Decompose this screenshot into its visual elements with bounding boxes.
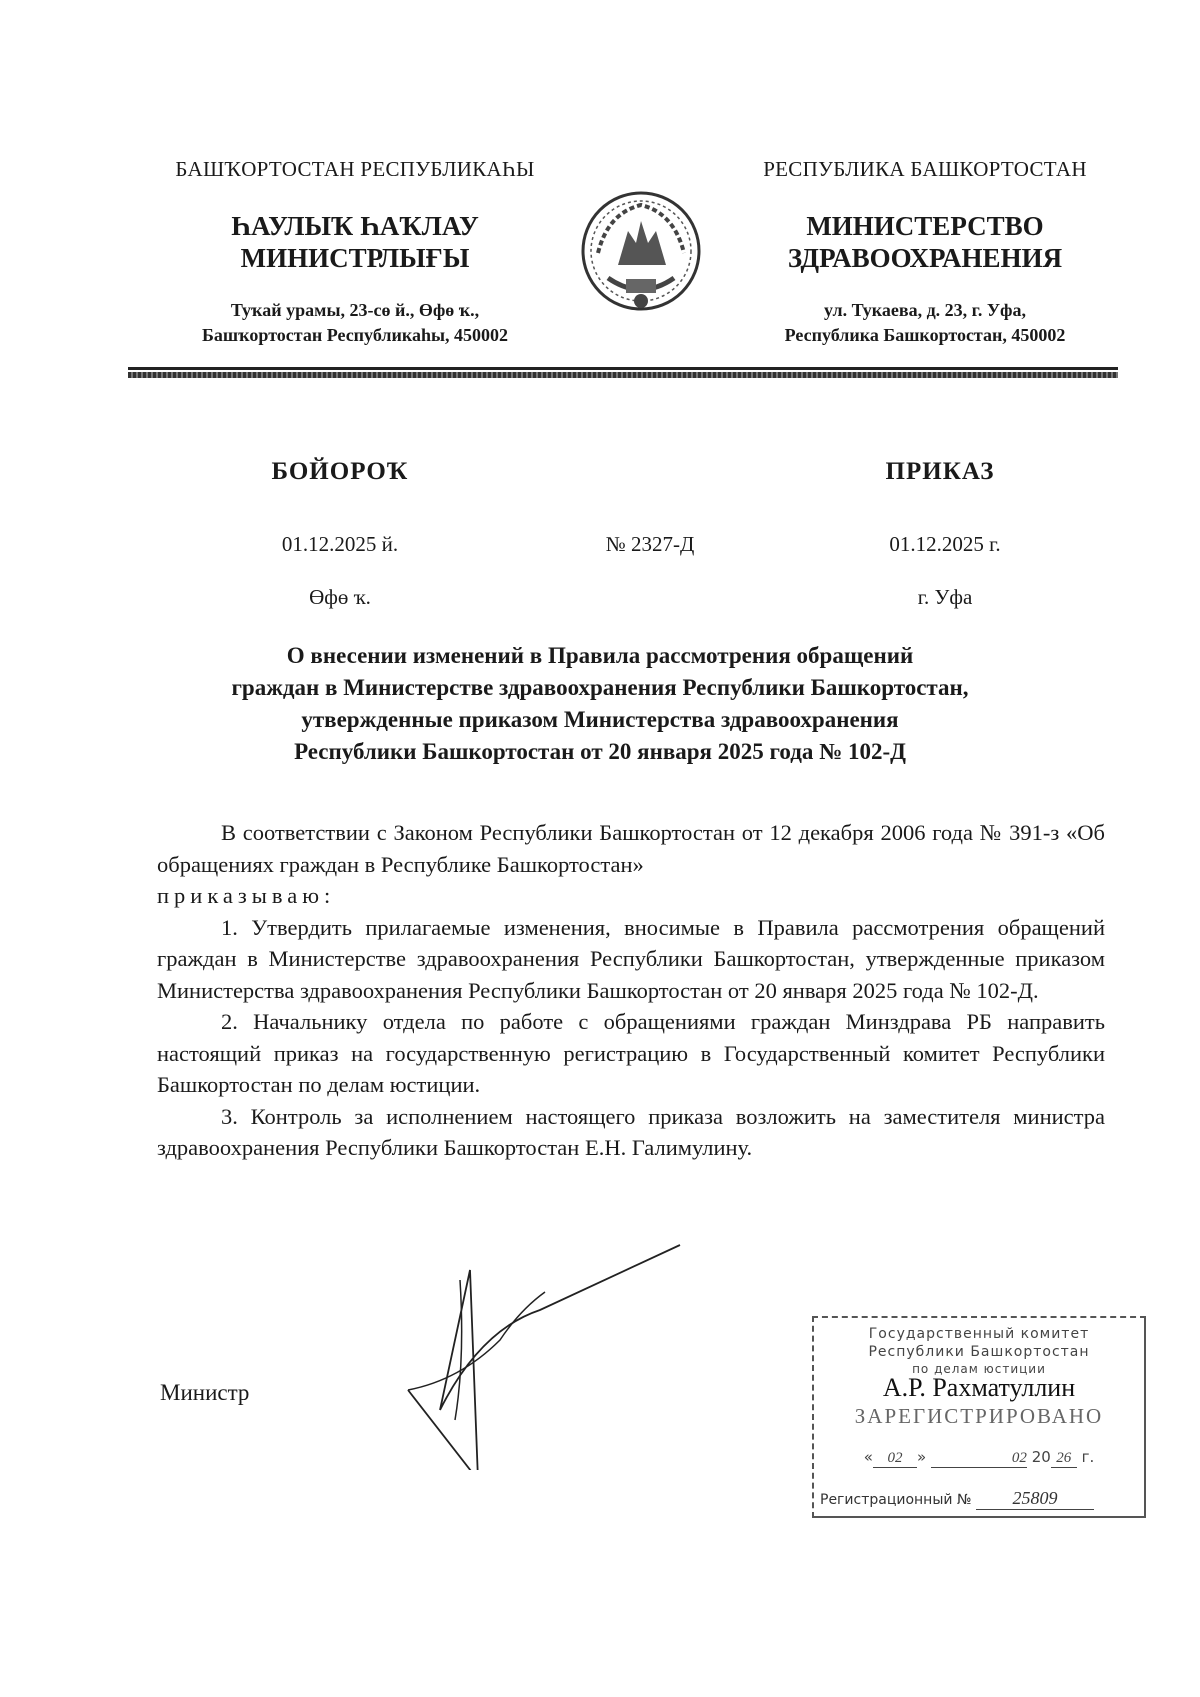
item-3: 3. Контроль за исполнением настоящего приказа возложить на заместителя министра здравоохранения Республики Башкортостан Е.Н. Галимулину.	[157, 1103, 1105, 1160]
city-russian: г. Уфа	[917, 585, 973, 609]
header-divider-thick	[128, 372, 1118, 378]
signatory-position: Министр	[160, 1380, 250, 1405]
header-right-address	[700, 298, 1150, 348]
header-right-ministry-line2: ЗДРАВООХРАНЕНИЯ	[787, 243, 1063, 273]
stamp-date-year-suffix: г.	[1081, 1448, 1095, 1466]
date-russian: 01.12.2025 г.	[889, 532, 1001, 556]
header-left-address-line2: Башҡортостан Республикаһы, 450002	[201, 325, 509, 345]
header-left-republic: БАШҠОРТОСТАН РЕСПУБЛИКАҺЫ	[175, 157, 535, 181]
stamp-reg-number: 25809	[976, 1488, 1094, 1510]
stamp-date-day: 02	[873, 1450, 917, 1468]
signatory-name: А.Р. Рахматуллин	[882, 1373, 1076, 1402]
item-2: 2. Начальнику отдела по работе с обращениями граждан Минздрава РБ направить настоящий приказ на государственную регистрацию в Государственный комитет Республики Башкортостан по делам юстиции.	[157, 1009, 1105, 1097]
document-title	[150, 640, 1050, 768]
title-line1: О внесении изменений в Правила рассмотрения обращений	[286, 643, 914, 668]
document-body	[157, 817, 1105, 1164]
item-1: 1. Утвердить прилагаемые изменения, вносимые в Правила рассмотрения обращений граждан в Министерстве здравоохранения Республики Башкортостан, утвержденные приказом Министерства здравоохранения Республики Башкортостан от 20 января 2025 года № 102-Д.	[157, 914, 1105, 1003]
date-bashkir: 01.12.2025 й.	[281, 532, 399, 556]
title-line4: Республики Башкортостан от 20 января 2025 года № 102-Д	[294, 739, 906, 764]
stamp-line2: Республики Башкортостан	[868, 1344, 1090, 1360]
stamp-date-month: 02	[931, 1450, 1027, 1468]
handwritten-signature	[400, 1240, 700, 1470]
preamble: В соответствии с Законом Республики Башкортостан от 12 декабря 2006 года № 391-з «Об обращениях граждан в Республике Башкортостан»	[157, 820, 1105, 877]
stamp-date-year: 26	[1051, 1450, 1077, 1468]
doc-type-russian: ПРИКАЗ	[885, 458, 995, 485]
stamp-date: « 02 » 02 20 26 г.	[863, 1448, 1095, 1466]
header-right-address-line2: Республика Башкортостан, 450002	[784, 325, 1066, 345]
doc-type-bashkir: БОЙОРОҠ	[271, 458, 409, 485]
stamp-registration	[820, 1488, 1094, 1510]
header-left-ministry-line1: ҺАУЛЫҠ ҺАҠЛАУ	[231, 211, 479, 241]
header-left-ministry	[130, 210, 580, 274]
header-divider-thin	[128, 367, 1118, 370]
order-number: № 2327-Д	[605, 532, 695, 556]
stamp-line1: Государственный комитет	[868, 1326, 1090, 1342]
header-left-address-line1: Туҡай урамы, 23-сө й., Өфө ҡ.,	[230, 300, 480, 320]
title-line3: утвержденные приказом Министерства здравоохранения	[301, 707, 899, 732]
stamp-line3: по делам юстиции	[912, 1362, 1046, 1376]
header-left-address	[130, 298, 580, 348]
order-word: приказываю:	[157, 883, 336, 908]
header-right-republic: РЕСПУБЛИКА БАШКОРТОСТАН	[763, 157, 1087, 181]
header-right-ministry	[700, 210, 1150, 274]
header-right-address-line1: ул. Тукаева, д. 23, г. Уфа,	[824, 300, 1026, 320]
city-bashkir: Өфө ҡ.	[309, 585, 371, 609]
stamp-date-year-prefix: 20	[1031, 1448, 1051, 1466]
header-left-ministry-line2: МИНИСТРЛЫҒЫ	[240, 243, 470, 273]
registration-stamp	[812, 1316, 1146, 1518]
header-right-ministry-line1: МИНИСТЕРСТВО	[806, 211, 1044, 241]
title-line2: граждан в Министерстве здравоохранения Республики Башкортостан,	[231, 675, 969, 700]
stamp-status: ЗАРЕГИСТРИРОВАНО	[854, 1404, 1104, 1428]
stamp-reg-label: Регистрационный №	[820, 1492, 972, 1508]
coat-of-arms-emblem	[578, 183, 704, 323]
